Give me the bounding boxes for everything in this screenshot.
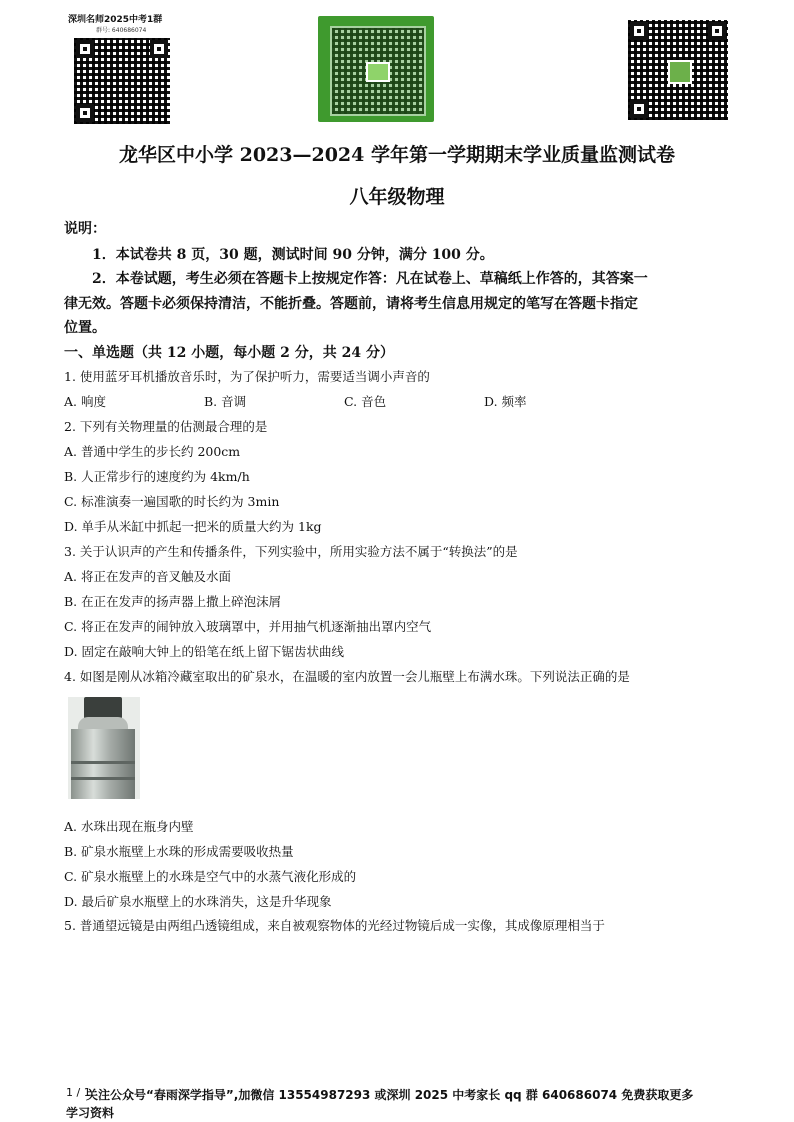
instruction-item-2-line-2: 律无效。答题卡必须保持清洁，不能折叠。答题前，请将考生信息用规定的笔写在答题卡指定: [64, 296, 638, 312]
qr-code-right: [626, 18, 730, 122]
q2-option-d: D. 单手从米缸中抓起一把米的质量大约为 1kg: [64, 519, 322, 534]
qr-left-image: [72, 36, 172, 126]
q1-option-a: A. 响度: [64, 394, 106, 409]
q1-option-d: D. 频率: [484, 394, 527, 409]
question-4-stem: 4. 如图是刚从冰箱冷藏室取出的矿泉水，在温暖的室内放置一会儿瓶壁上布满水珠。下列说法正确的是: [64, 669, 630, 684]
bottle-body: [71, 729, 135, 799]
q3-option-b: B. 在正在发声的扬声器上撒上碎泡沫屑: [64, 594, 282, 609]
bottle-ridge: [71, 761, 135, 764]
q1-option-c: C. 音色: [344, 394, 387, 409]
question-2-stem: 2. 下列有关物理量的估测最合理的是: [64, 419, 268, 434]
instructions-heading: 说明：: [64, 221, 106, 237]
bottle-ridge: [71, 777, 135, 780]
page-number: 1 / 1: [66, 1086, 91, 1099]
bottle-cap: [84, 697, 122, 719]
water-bottle-image: [68, 697, 140, 799]
qr-right-logo: [668, 60, 692, 84]
question-3-stem: 3. 关于认识声的产生和传播条件，下列实验中，所用实验方法不属于“转换法”的是: [64, 544, 518, 559]
q2-option-c: C. 标准演奏一遍国歌的时长约为 3min: [64, 494, 280, 509]
q4-option-a: A. 水珠出现在瓶身内壁: [64, 819, 194, 834]
instruction-item-2-line-3: 位置。: [64, 320, 106, 336]
q4-option-c: C. 矿泉水瓶壁上的水珠是空气中的水蒸气液化形成的: [64, 869, 357, 884]
q2-option-b: B. 人正常步行的速度约为 4km/h: [64, 469, 250, 484]
q2-option-a: A. 普通中学生的步长约 200cm: [64, 444, 241, 459]
qr-code-center: [318, 16, 434, 122]
instruction-item-1: 1．本试卷共 8 页，30 题，测试时间 90 分钟，满分 100 分。: [92, 247, 494, 263]
question-5-stem: 5. 普通望远镜是由两组凸透镜组成，来自被观察物体的光经过物镜后成一实像，其成像原理相当于: [64, 918, 605, 933]
exam-title: 龙华区中小学 2023—2024 学年第一学期期末学业质量监测试卷: [119, 144, 675, 166]
qr-code-left: [66, 10, 174, 124]
exam-subtitle: 八年级物理: [349, 186, 445, 208]
q3-option-d: D. 固定在敲响大钟上的铅笔在纸上留下锯齿状曲线: [64, 644, 345, 659]
q3-option-a: A. 将正在发声的音叉触及水面: [64, 569, 231, 584]
instruction-item-2-line-1: 2．本卷试题，考生必须在答题卡上按规定作答：凡在试卷上、草稿纸上作答的，其答案一: [92, 271, 648, 287]
section-heading: 一、单选题（共 12 小题，每小题 2 分，共 24 分）: [64, 345, 394, 361]
qr-left-label: 深圳名师2025中考1群: [68, 15, 163, 25]
q4-option-b: B. 矿泉水瓶壁上水珠的形成需要吸收热量: [64, 844, 294, 859]
qr-center-logo: [366, 62, 390, 82]
q4-option-d: D. 最后矿泉水瓶壁上的水珠消失，这是升华现象: [64, 894, 332, 909]
q1-option-b: B. 音调: [204, 394, 247, 409]
qr-left-sub: 群号: 640686074: [96, 27, 147, 34]
q3-option-c: C. 将正在发声的闹钟放入玻璃罩中，并用抽气机逐渐抽出罩内空气: [64, 619, 432, 634]
footer-promo-line-1: 关注公众号“春雨深学指导”,加微信 13554987293 或深圳 2025 中考家长 qq 群 640686074 免费获取更多: [86, 1088, 694, 1102]
footer-promo-line-2: 学习资料: [66, 1106, 115, 1120]
question-1-stem: 1. 使用蓝牙耳机播放音乐时，为了保护听力，需要适当调小声音的: [64, 369, 430, 384]
